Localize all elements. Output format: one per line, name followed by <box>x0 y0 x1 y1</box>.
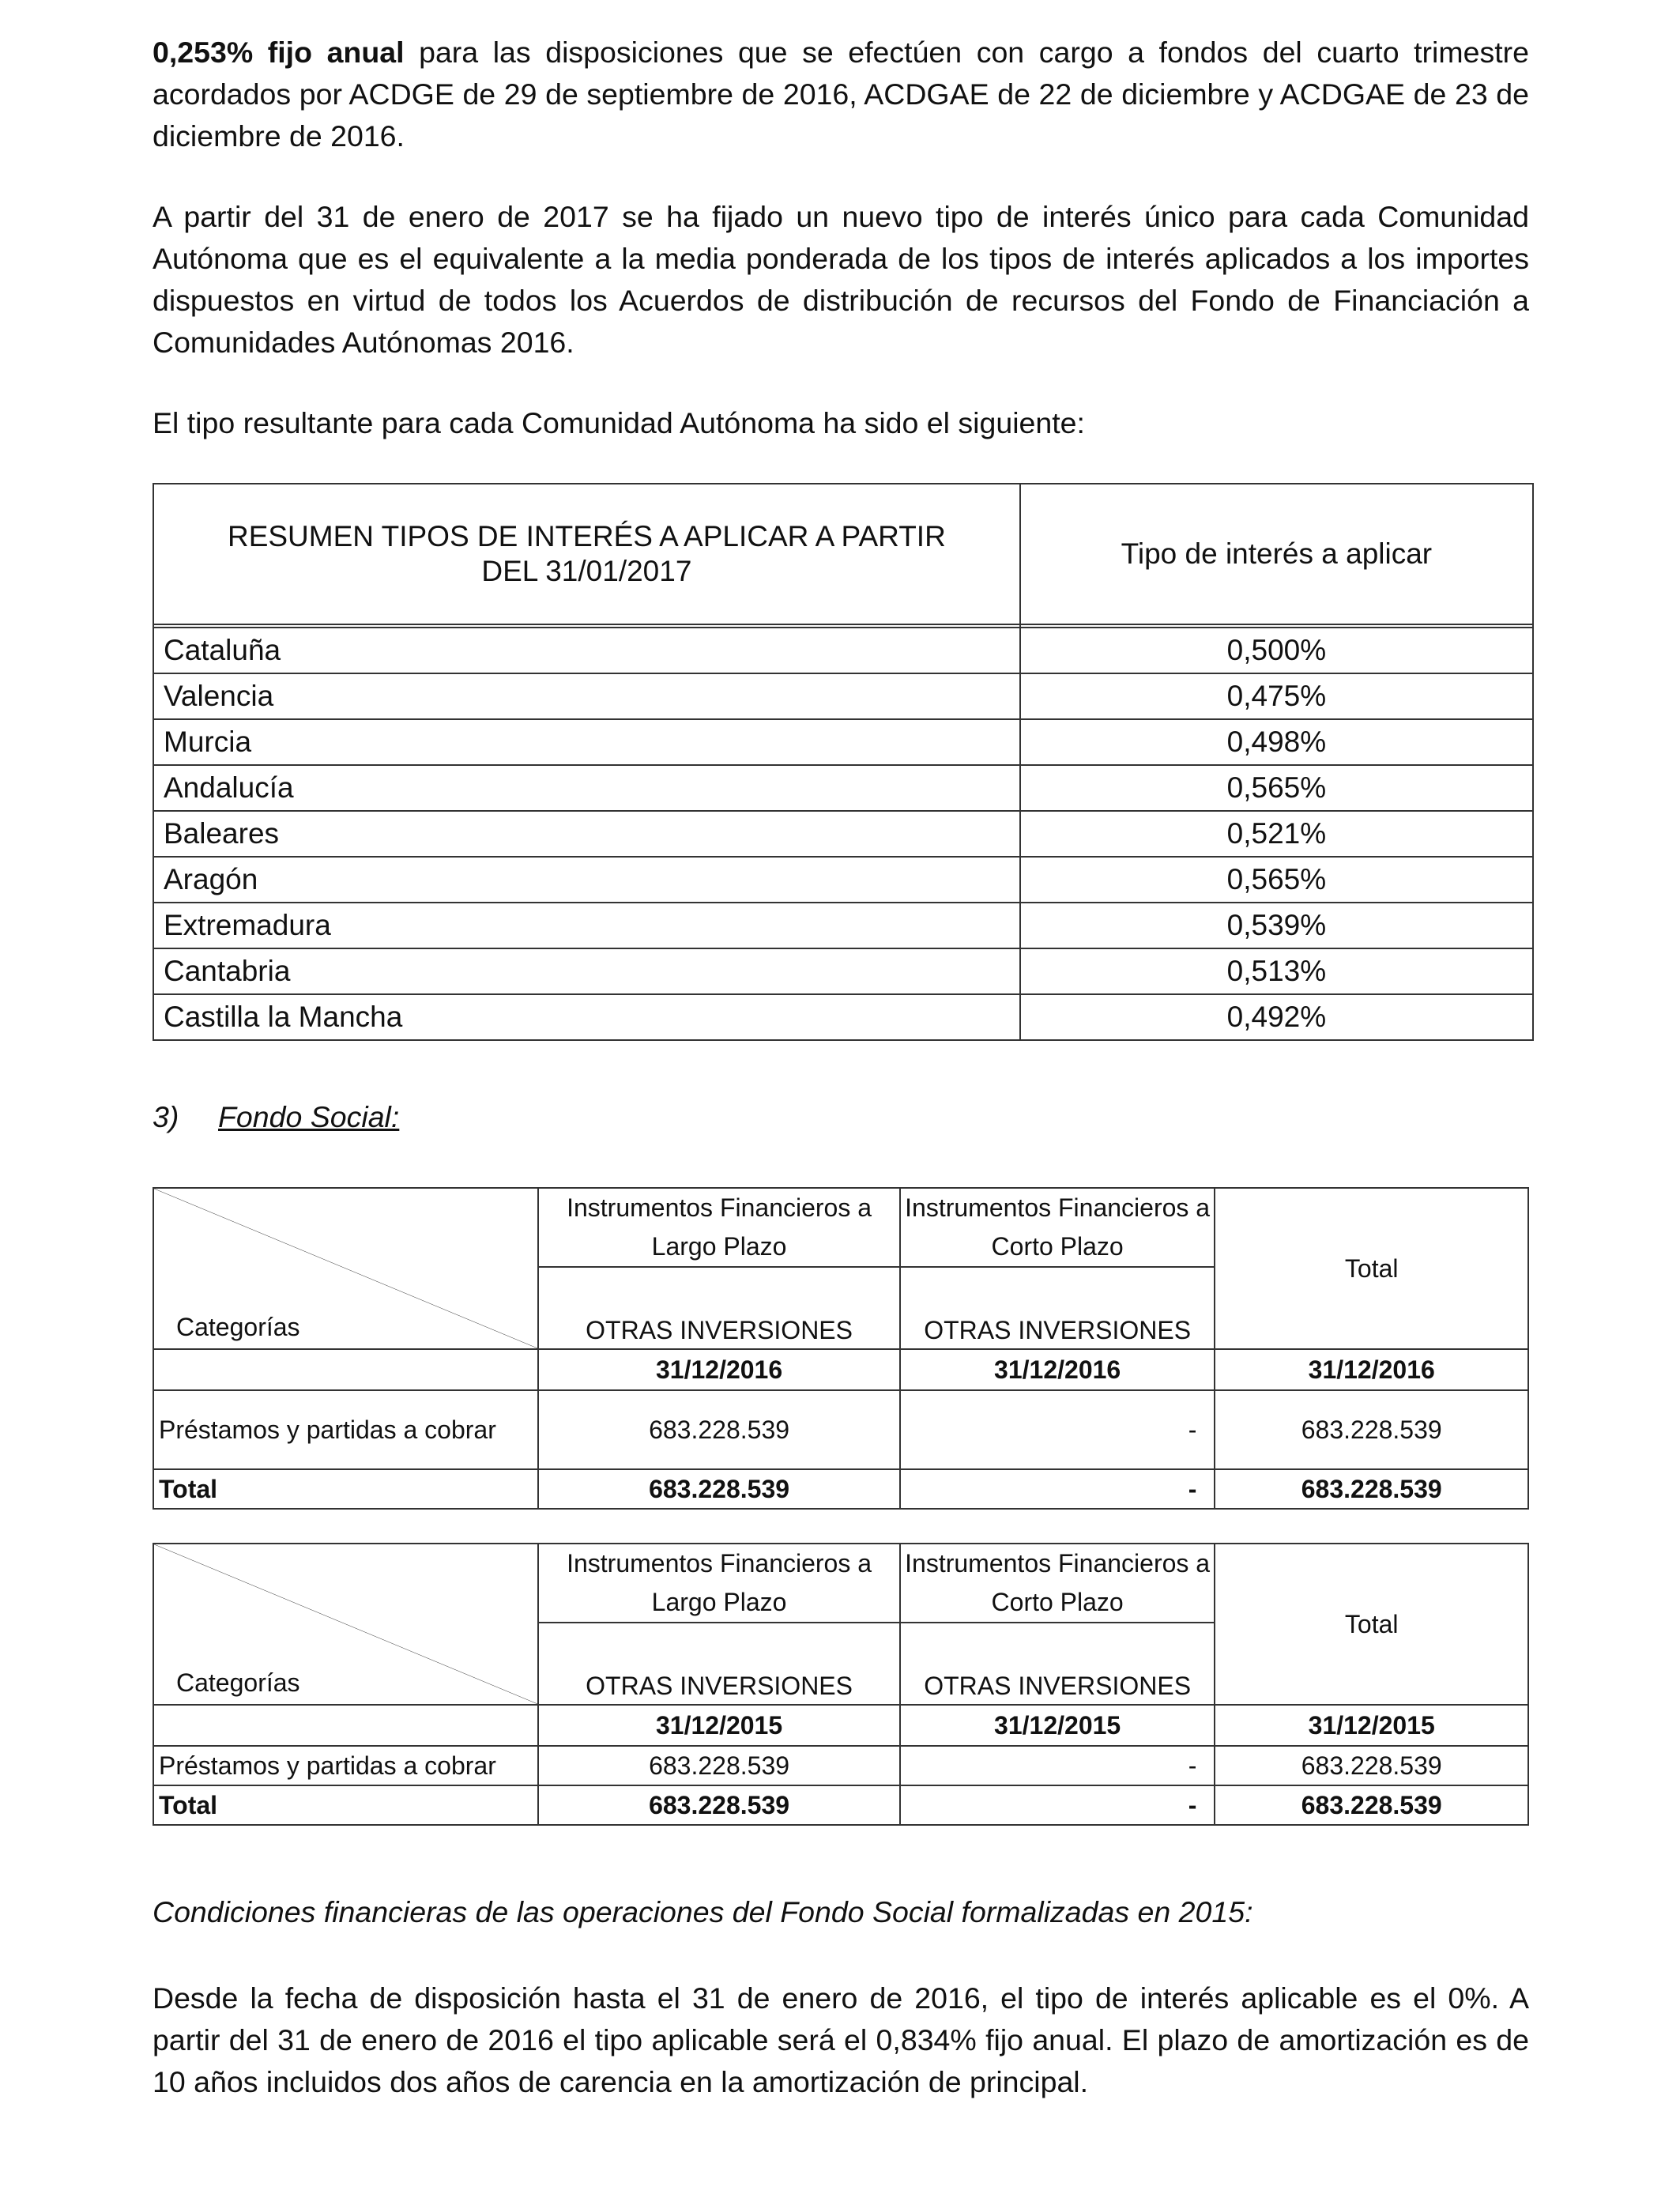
rates-header-left: RESUMEN TIPOS DE INTERÉS A APLICAR A PARTIR DEL 31/01/2017 <box>153 484 1020 624</box>
rate-value: 0,539% <box>1020 903 1533 948</box>
total-total-value: 683.228.539 <box>1215 1785 1528 1825</box>
intro-rate-text: para las disposiciones que se efectúen con cargo a fondos del cuarto trimestre acordados por ACDGE de 29 de septiembre de 2016, ACDGAE de 22 de diciembre y ACDGAE de 23 de diciembre de 2016. <box>153 36 1529 153</box>
rate-value: 0,565% <box>1020 857 1533 903</box>
otras-inversiones-lp: OTRAS INVERSIONES <box>538 1267 900 1349</box>
rate-row <box>153 857 1533 903</box>
table-row <box>153 1746 1528 1785</box>
rates-header-right: Tipo de interés a aplicar <box>1020 484 1533 624</box>
col-largo-plazo: Instrumentos Financieros a Largo Plazo <box>538 1544 900 1623</box>
rate-region: Baleares <box>153 811 1020 857</box>
fondo-social-table-2016 <box>153 1187 1529 1510</box>
otras-inversiones-lp: OTRAS INVERSIONES <box>538 1623 900 1705</box>
total-cp-value: - <box>900 1469 1215 1509</box>
otras-inversiones-cp: OTRAS INVERSIONES <box>900 1623 1215 1705</box>
paragraph-intro-2: A partir del 31 de enero de 2017 se ha fijado un nuevo tipo de interés único para cada Comunidad Autónoma que es el equivalente a la media ponderada de los tipos de interés aplicados a los importes dispuestos en virtud de todos los Acuerdos de distribución de recursos del Fondo de Financiación a Comunidades Autónomas 2016. <box>153 200 1529 359</box>
rate-region: Murcia <box>153 719 1020 765</box>
row-total-value: 683.228.539 <box>1215 1746 1528 1785</box>
rate-value: 0,492% <box>1020 994 1533 1040</box>
date-lp: 31/12/2015 <box>538 1705 900 1746</box>
fondo-social-table-2015 <box>153 1543 1529 1826</box>
total-total-value: 683.228.539 <box>1215 1469 1528 1509</box>
rate-region: Castilla la Mancha <box>153 994 1020 1040</box>
rate-value: 0,498% <box>1020 719 1533 765</box>
rate-row <box>153 719 1533 765</box>
row-cp-value: - <box>900 1390 1215 1469</box>
date-lp: 31/12/2016 <box>538 1349 900 1390</box>
row-cp-value: - <box>900 1746 1215 1785</box>
col-largo-plazo: Instrumentos Financieros a Largo Plazo <box>538 1188 900 1267</box>
intro-rate-bold: 0,253% fijo anual <box>153 36 405 69</box>
rate-row <box>153 903 1533 948</box>
date-row <box>153 1705 1528 1746</box>
col-total: Total <box>1215 1188 1528 1349</box>
row-label: Préstamos y partidas a cobrar <box>153 1746 538 1785</box>
section-number: 3) <box>153 1100 179 1133</box>
rate-region: Andalucía <box>153 765 1020 811</box>
date-total: 31/12/2015 <box>1215 1705 1528 1746</box>
rate-value: 0,475% <box>1020 673 1533 719</box>
row-lp-value: 683.228.539 <box>538 1746 900 1785</box>
rate-row <box>153 948 1533 994</box>
rate-region: Extremadura <box>153 903 1020 948</box>
categorias-label: Categorías <box>176 1313 300 1341</box>
total-row <box>153 1785 1528 1825</box>
table-row <box>153 1390 1528 1469</box>
col-corto-plazo: Instrumentos Financieros a Corto Plazo <box>900 1544 1215 1623</box>
interest-rates-table <box>153 483 1534 1041</box>
date-total: 31/12/2016 <box>1215 1349 1528 1390</box>
rate-region: Aragón <box>153 857 1020 903</box>
col-total: Total <box>1215 1544 1528 1705</box>
date-row <box>153 1349 1528 1390</box>
paragraph-intro-1 <box>153 32 1529 157</box>
total-lp-value: 683.228.539 <box>538 1469 900 1509</box>
rate-row <box>153 994 1533 1040</box>
rate-row <box>153 765 1533 811</box>
rate-value: 0,500% <box>1020 628 1533 673</box>
total-label: Total <box>153 1785 538 1825</box>
categorias-header-cell <box>153 1544 538 1705</box>
conditions-text: Desde la fecha de disposición hasta el 31 de enero de 2016, el tipo de interés aplicable es el 0%. A partir del 31 de enero de 2016 el tipo aplicable será el 0,834% fijo anual. El plazo de amortización es de 10 años incluidos dos años de carencia en la amortización de principal. <box>153 1981 1529 2098</box>
row-total-value: 683.228.539 <box>1215 1390 1528 1469</box>
otras-inversiones-cp: OTRAS INVERSIONES <box>900 1267 1215 1349</box>
rate-value: 0,521% <box>1020 811 1533 857</box>
rate-region: Cataluña <box>153 628 1020 673</box>
rate-region: Valencia <box>153 673 1020 719</box>
categorias-header-cell <box>153 1188 538 1349</box>
total-row <box>153 1469 1528 1509</box>
row-label: Préstamos y partidas a cobrar <box>153 1390 538 1469</box>
col-corto-plazo: Instrumentos Financieros a Corto Plazo <box>900 1188 1215 1267</box>
section-title: Fondo Social: <box>218 1100 400 1133</box>
section-heading <box>153 1100 399 1134</box>
date-cp: 31/12/2016 <box>900 1349 1215 1390</box>
rate-value: 0,513% <box>1020 948 1533 994</box>
paragraph-intro-3: El tipo resultante para cada Comunidad Autónoma ha sido el siguiente: <box>153 406 1085 439</box>
total-label: Total <box>153 1469 538 1509</box>
total-cp-value: - <box>900 1785 1215 1825</box>
rate-row <box>153 811 1533 857</box>
rate-region: Cantabria <box>153 948 1020 994</box>
row-lp-value: 683.228.539 <box>538 1390 900 1469</box>
rate-value: 0,565% <box>1020 765 1533 811</box>
total-lp-value: 683.228.539 <box>538 1785 900 1825</box>
rate-row <box>153 628 1533 673</box>
conditions-title: Condiciones financieras de las operaciones del Fondo Social formalizadas en 2015: <box>153 1895 1253 1928</box>
categorias-label: Categorías <box>176 1668 300 1697</box>
document-page <box>153 32 1529 2098</box>
date-cp: 31/12/2015 <box>900 1705 1215 1746</box>
rate-row <box>153 673 1533 719</box>
